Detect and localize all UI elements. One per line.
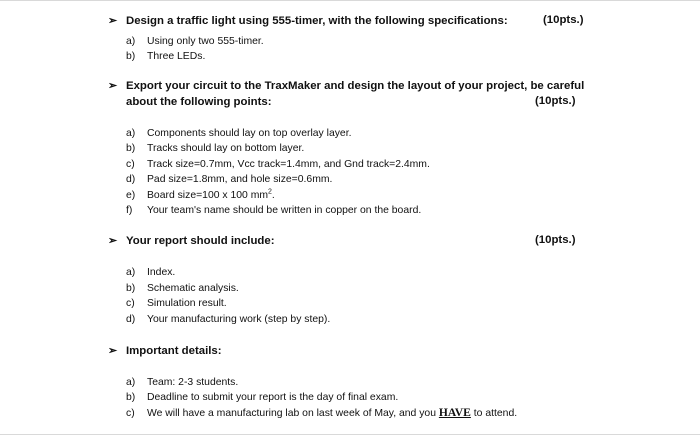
- section2-item-b: b) Tracks should lay on bottom layer.: [126, 143, 305, 154]
- arrow-bullet-icon: ➢: [108, 80, 118, 92]
- section2-heading-line1: Export your circuit to the TraxMaker and design the layout of your project, be careful: [126, 80, 585, 92]
- section1-item-b: b) Three LEDs.: [126, 51, 206, 62]
- emphasis-have: HAVE: [438, 406, 471, 419]
- section3-item-d: d) Your manufacturing work (step by step).: [126, 314, 331, 325]
- section2-item-e: e) Board size=100 x 100 $mm^2$.: [126, 188, 275, 201]
- section2-points: (10pts.): [535, 95, 576, 107]
- section2-item-c: c) Track size=0.7mm, Vcc track=1.4mm, and Gnd track=2.4mm.: [126, 159, 430, 170]
- section3-heading-text: Your report should include:: [126, 235, 275, 247]
- section4-item-b: b) Deadline to submit your report is the day of final exam.: [126, 392, 399, 403]
- section3-item-a: a) Index.: [126, 267, 176, 278]
- section3-item-b: b) Schematic analysis.: [126, 283, 239, 294]
- section1-points: (10pts.): [543, 14, 584, 26]
- section2-heading-line2: about the following points:: [126, 96, 272, 108]
- arrow-bullet-icon: ➢: [108, 15, 118, 27]
- section4-item-a: a) Team: 2-3 students.: [126, 377, 239, 388]
- arrow-bullet-icon: ➢: [108, 235, 118, 247]
- section4-item-c: c) We will have a manufacturing lab on last week of May, and you HAVE to attend.: [126, 406, 518, 419]
- section4-heading-text: Important details:: [126, 345, 222, 357]
- section2-item-f: f) Your team's name should be written in copper on the board.: [126, 205, 422, 216]
- section1-item-a: a) Using only two 555-timer.: [126, 36, 264, 47]
- section1-heading-text: Design a traffic light using 555-timer, with the following specifications:: [126, 15, 508, 27]
- top-divider: [0, 0, 700, 1]
- arrow-bullet-icon: ➢: [108, 345, 118, 357]
- section3-points: (10pts.): [535, 234, 576, 246]
- section3-item-c: c) Simulation result.: [126, 298, 227, 309]
- section2-item-d: d) Pad size=1.8mm, and hole size=0.6mm.: [126, 174, 333, 185]
- section2-item-a: a) Components should lay on top overlay layer.: [126, 128, 352, 139]
